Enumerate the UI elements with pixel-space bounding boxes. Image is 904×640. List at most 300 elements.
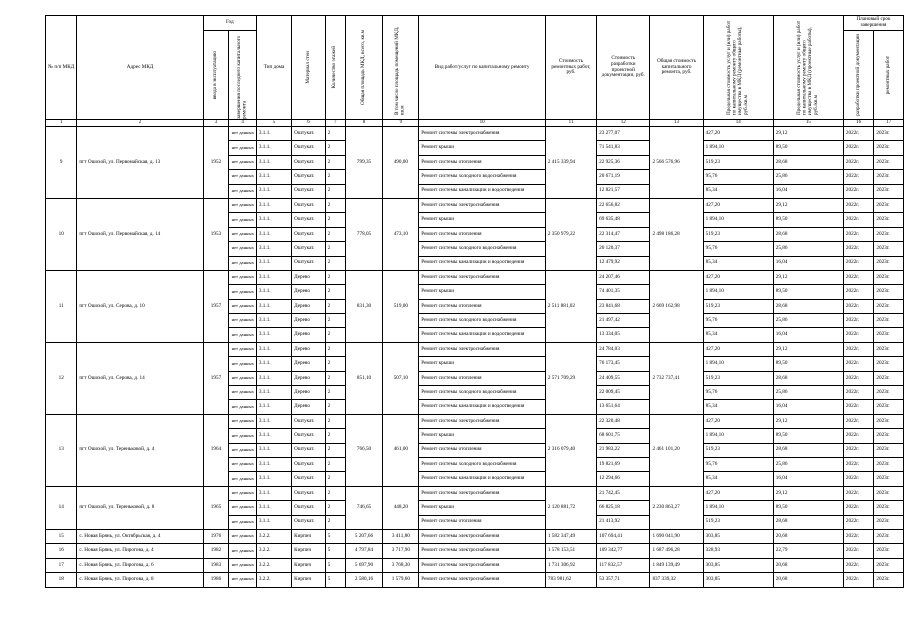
table-body [46,127,904,588]
last-repair-year: нет данных [229,328,257,342]
deadline-design: 2022г. [843,227,873,241]
house-type: 3.1.1. [256,314,291,328]
wall-material: Кирпич [292,573,326,587]
limit-cost-design: 25,86 [773,242,843,256]
limit-cost-design: 16,04 [773,328,843,342]
wall-material: Оштукат. [292,457,326,471]
limit-cost-design: 29,12 [773,198,843,212]
wall-material: Оштукат. [292,213,326,227]
last-repair-year: нет данных [229,573,257,587]
last-repair-year: нет данных [229,457,257,471]
house-type: 3.1.1. [256,486,291,500]
total-area: 766,50 [345,414,383,486]
limit-cost-design: 20,68 [773,558,843,572]
column-number-cell: 16 [843,120,873,127]
house-type: 3.2.2. [256,544,291,558]
floors-count: 5 [325,573,345,587]
design-cost: 69 635,48 [597,213,650,227]
wall-material: Оштукат. [292,141,326,155]
repair-cost: 783 981,62 [545,573,596,587]
deadline-repair: 2023г. [874,457,904,471]
floors-count: 2 [325,285,345,299]
floors-count: 2 [325,371,345,385]
deadline-repair: 2023г. [874,242,904,256]
column-number-cell: 10 [419,120,546,127]
last-repair-year: нет данных [229,371,257,385]
last-repair-year: нет данных [229,342,257,356]
floors-count: 2 [325,328,345,342]
house-type: 3.1.1. [256,285,291,299]
deadline-repair: 2023г. [874,515,904,529]
header-residential-area: В том числе площадь помещений МКД, кв.м [383,16,419,120]
deadline-design: 2022г. [843,270,873,284]
deadline-design: 2022г. [843,242,873,256]
work-type: Ремонт системы канализации и водоотведения [419,400,546,414]
deadline-design: 2022г. [843,486,873,500]
floors-count: 5 [325,558,345,572]
wall-material: Дерево [292,386,326,400]
deadline-repair: 2023г. [874,270,904,284]
building-number: 16 [46,544,77,558]
repair-cost: 2 120 881,72 [545,486,596,529]
residential-area: 3 411,80 [383,529,419,543]
wall-material: Кирпич [292,544,326,558]
limit-cost-design: 89,50 [773,501,843,515]
last-repair-year: нет данных [229,515,257,529]
last-repair-year: нет данных [229,184,257,198]
limit-cost-repair: 519,23 [703,515,773,529]
residential-area: 3 768,30 [383,558,419,572]
deadline-design: 2022г. [843,357,873,371]
header-num: № п/п МКД [46,16,77,120]
floors-count: 2 [325,486,345,500]
limit-cost-repair: 519,23 [703,443,773,457]
house-type: 3.1.1. [256,227,291,241]
design-cost: 23 841,68 [597,299,650,313]
table-row [46,127,904,141]
floors-count: 2 [325,127,345,141]
wall-material: Оштукат. [292,198,326,212]
deadline-repair: 2023г. [874,227,904,241]
deadline-repair: 2023г. [874,443,904,457]
total-cost: 837 339,32 [650,573,703,587]
residential-area: 448,20 [383,486,419,529]
limit-cost-design: 25,86 [773,170,843,184]
wall-material: Дерево [292,371,326,385]
total-cost: 2 669 162,98 [650,270,703,342]
wall-material: Оштукат. [292,170,326,184]
deadline-design: 2022г. [843,501,873,515]
floors-count: 2 [325,357,345,371]
column-number-cell: 8 [345,120,383,127]
building-address: с. Новая Брянь, ул. Пирогова, д. 6 [77,558,203,572]
design-cost: 24 784,03 [597,342,650,356]
design-cost: 21 497,42 [597,314,650,328]
year-built: 1952 [203,127,229,199]
work-type: Ремонт системы отопления [419,515,546,529]
column-number-cell: 9 [383,120,419,127]
last-repair-year: нет данных [229,400,257,414]
house-type: 3.1.1. [256,457,291,471]
deadline-design: 2022г. [843,443,873,457]
table-row [46,529,904,543]
design-cost: 117 832,57 [597,558,650,572]
deadline-repair: 2023г. [874,386,904,400]
total-cost: 1 690 041,90 [650,529,703,543]
house-type: 3.1.1. [256,429,291,443]
work-type: Ремонт крыши [419,285,546,299]
deadline-design: 2022г. [843,299,873,313]
floors-count: 2 [325,155,345,169]
deadline-repair: 2023г. [874,141,904,155]
limit-cost-design: 16,04 [773,256,843,270]
total-area: 831,30 [345,270,383,342]
deadline-design: 2022г. [843,544,873,558]
house-type: 3.1.1. [256,170,291,184]
building-address: пгт Ошохой, ул. Серова, д. 14 [77,342,203,414]
design-cost: 68 601,75 [597,429,650,443]
house-type: 3.1.1. [256,184,291,198]
document-sheet [45,15,904,588]
deadline-repair: 2023г. [874,544,904,558]
work-type: Ремонт системы электроснабжения [419,486,546,500]
deadline-design: 2022г. [843,515,873,529]
limit-cost-design: 89,50 [773,285,843,299]
design-cost: 13 334,05 [597,328,650,342]
design-cost: 22 320,48 [597,414,650,428]
column-number-cell: 12 [597,120,650,127]
floors-count: 2 [325,242,345,256]
house-type: 3.2.2. [256,558,291,572]
wall-material: Дерево [292,270,326,284]
last-repair-year: нет данных [229,314,257,328]
deadline-design: 2022г. [843,285,873,299]
work-type: Ремонт системы электроснабжения [419,558,546,572]
year-built: 1953 [203,198,229,270]
last-repair-year: нет данных [229,486,257,500]
total-area: 5 207,66 [345,529,383,543]
total-cost: 2 566 576,96 [650,127,703,199]
wall-material: Оштукат. [292,242,326,256]
limit-cost-design: 28,68 [773,371,843,385]
last-repair-year: нет данных [229,155,257,169]
header-design-cost: Стоимость разработки проектной документации, руб. [597,16,650,120]
deadline-design: 2022г. [843,127,873,141]
building-address: с. Новая Брянь, ул. Октябрьская, д. 4 [77,529,203,543]
residential-area: 473,10 [383,198,419,270]
house-type: 3.1.1. [256,270,291,284]
limit-cost-repair: 1 894,10 [703,141,773,155]
floors-count: 2 [325,457,345,471]
design-cost: 53 357,71 [597,573,650,587]
last-repair-year: нет данных [229,472,257,486]
work-type: Ремонт системы электроснабжения [419,414,546,428]
building-number: 15 [46,529,77,543]
limit-cost-repair: 427,20 [703,127,773,141]
residential-area: 507,10 [383,342,419,414]
building-address: с. Новая Брянь, ул. Пирогова, д. 8 [77,573,203,587]
limit-cost-repair: 519,23 [703,299,773,313]
house-type: 3.1.1. [256,127,291,141]
column-number-cell: 1 [46,120,77,127]
header-house-type: Тип дома [256,16,291,120]
header-deadline-design: разработки проектной документации [843,31,873,120]
deadline-repair: 2023г. [874,501,904,515]
repair-cost: 1 578 153,51 [545,544,596,558]
column-number-cell: 3 [203,120,229,127]
repair-cost: 1 582 347,49 [545,529,596,543]
limit-cost-repair: 1 894,10 [703,213,773,227]
work-type: Ремонт системы холодного водоснабжения [419,170,546,184]
limit-cost-design: 28,68 [773,443,843,457]
building-address: пгт Ошохой, ул. Серова, д. 10 [77,270,203,342]
design-cost: 23 277,07 [597,127,650,141]
deadline-repair: 2023г. [874,213,904,227]
wall-material: Оштукат. [292,184,326,198]
work-type: Ремонт системы электроснабжения [419,544,546,558]
year-built: 1976 [203,529,229,543]
work-type: Ремонт системы электроснабжения [419,270,546,284]
building-number: 9 [46,127,77,199]
header-deadline-repair: ремонтных работ [874,31,904,120]
deadline-repair: 2023г. [874,155,904,169]
year-built: 1983 [203,558,229,572]
limit-cost-repair: 85,34 [703,400,773,414]
work-type: Ремонт системы электроснабжения [419,127,546,141]
header-repair-cost: Стоимость ремонтных работ, руб. [545,16,596,120]
limit-cost-repair: 519,23 [703,155,773,169]
deadline-design: 2022г. [843,328,873,342]
design-cost: 20 120,37 [597,242,650,256]
limit-cost-repair: 427,20 [703,486,773,500]
deadline-repair: 2023г. [874,357,904,371]
floors-count: 2 [325,198,345,212]
last-repair-year: нет данных [229,299,257,313]
work-type: Ремонт крыши [419,429,546,443]
wall-material: Дерево [292,357,326,371]
floors-count: 2 [325,141,345,155]
total-area: 746,65 [345,486,383,529]
repair-cost: 2 316 079,40 [545,414,596,486]
table-row [46,486,904,500]
limit-cost-design: 29,12 [773,127,843,141]
table-row [46,558,904,572]
limit-cost-design: 22,79 [773,544,843,558]
house-type: 3.1.1. [256,155,291,169]
work-type: Ремонт системы электроснабжения [419,342,546,356]
floors-count: 2 [325,429,345,443]
deadline-repair: 2023г. [874,184,904,198]
header-limit-cost-design: Предельная стоимость услуг и (или) работ по капитальному ремонту общего имущества в МКД (проектные работы), руб./кв.м [773,16,843,120]
limit-cost-design: 89,50 [773,213,843,227]
limit-cost-design: 25,86 [773,457,843,471]
repair-cost: 2 415 339,94 [545,127,596,199]
floors-count: 2 [325,515,345,529]
deadline-repair: 2023г. [874,342,904,356]
last-repair-year: нет данных [229,141,257,155]
total-cost: 2 461 101,20 [650,414,703,486]
floors-count: 2 [325,256,345,270]
work-type: Ремонт системы электроснабжения [419,573,546,587]
deadline-design: 2022г. [843,457,873,471]
wall-material: Кирпич [292,529,326,543]
work-type: Ремонт системы отопления [419,299,546,313]
wall-material: Оштукат. [292,256,326,270]
deadline-design: 2022г. [843,170,873,184]
wall-material: Оштукат. [292,155,326,169]
deadline-repair: 2023г. [874,486,904,500]
header-wall-material: Материал стен [292,16,326,120]
column-number-cell: 11 [545,120,596,127]
deadline-repair: 2023г. [874,198,904,212]
limit-cost-repair: 427,20 [703,342,773,356]
work-type: Ремонт системы канализации и водоотведения [419,184,546,198]
design-cost: 21 742,45 [597,486,650,500]
work-type: Ремонт системы канализации и водоотведения [419,472,546,486]
header-year-built: ввода в эксплуатацию [203,31,229,120]
table-row [46,270,904,284]
header-total-area: Общая площадь МКД, всего, кв.м [345,16,383,120]
deadline-repair: 2023г. [874,328,904,342]
header-deadline-group: Плановый срок завершения [843,16,903,31]
deadline-design: 2022г. [843,371,873,385]
header-year-group: Год [203,16,256,31]
limit-cost-repair: 85,34 [703,472,773,486]
column-numbers-row [46,120,904,127]
wall-material: Оштукат. [292,443,326,457]
deadline-design: 2022г. [843,314,873,328]
limit-cost-repair: 1 894,10 [703,501,773,515]
limit-cost-repair: 85,34 [703,328,773,342]
building-number: 10 [46,198,77,270]
work-type: Ремонт системы холодного водоснабжения [419,242,546,256]
total-cost: 2 230 863,27 [650,486,703,529]
work-type: Ремонт крыши [419,213,546,227]
last-repair-year: нет данных [229,198,257,212]
deadline-design: 2022г. [843,141,873,155]
deadline-repair: 2023г. [874,299,904,313]
work-type: Ремонт системы электроснабжения [419,198,546,212]
design-cost: 22 656,82 [597,198,650,212]
deadline-design: 2022г. [843,472,873,486]
house-type: 3.1.1. [256,242,291,256]
work-type: Ремонт системы холодного водоснабжения [419,314,546,328]
deadline-design: 2022г. [843,184,873,198]
repair-cost: 2 511 881,02 [545,270,596,342]
deadline-repair: 2023г. [874,573,904,587]
building-number: 12 [46,342,77,414]
total-cost: 2 732 737,41 [650,342,703,414]
limit-cost-repair: 427,20 [703,414,773,428]
residential-area: 519,00 [383,270,419,342]
floors-count: 5 [325,544,345,558]
limit-cost-design: 29,12 [773,270,843,284]
table-row [46,573,904,587]
design-cost: 13 651,64 [597,400,650,414]
column-number-cell: 14 [703,120,773,127]
design-cost: 21 983,22 [597,443,650,457]
wall-material: Оштукат. [292,486,326,500]
header-floors: Количество этажей [325,16,345,120]
limit-cost-design: 20,68 [773,529,843,543]
residential-area: 3 717,90 [383,544,419,558]
house-type: 3.1.1. [256,213,291,227]
wall-material: Оштукат. [292,472,326,486]
limit-cost-repair: 519,23 [703,371,773,385]
last-repair-year: нет данных [229,443,257,457]
total-area: 5 697,90 [345,558,383,572]
deadline-repair: 2023г. [874,558,904,572]
house-type: 3.1.1. [256,371,291,385]
deadline-design: 2022г. [843,529,873,543]
house-type: 3.1.1. [256,299,291,313]
total-area: 799,35 [345,127,383,199]
work-type: Ремонт крыши [419,501,546,515]
design-cost: 22 314,47 [597,227,650,241]
header-work-type: Вид работ/услуг по капитальному ремонту [419,16,546,120]
limit-cost-design: 29,12 [773,342,843,356]
building-number: 11 [46,270,77,342]
floors-count: 2 [325,227,345,241]
limit-cost-design: 28,68 [773,299,843,313]
last-repair-year: нет данных [229,357,257,371]
work-type: Ремонт крыши [419,357,546,371]
deadline-repair: 2023г. [874,414,904,428]
repair-cost: 1 731 306,92 [545,558,596,572]
work-type: Ремонт системы канализации и водоотведения [419,328,546,342]
design-cost: 12 479,92 [597,256,650,270]
last-repair-year: нет данных [229,414,257,428]
table-row [46,198,904,212]
deadline-repair: 2023г. [874,314,904,328]
floors-count: 2 [325,501,345,515]
column-number-cell: 6 [292,120,326,127]
year-built: 1982 [203,544,229,558]
design-cost: 12 294,66 [597,472,650,486]
work-type: Ремонт системы канализации и водоотведения [419,256,546,270]
work-type: Ремонт системы холодного водоснабжения [419,386,546,400]
total-cost: 1 849 139,49 [650,558,703,572]
deadline-repair: 2023г. [874,285,904,299]
year-built: 1986 [203,573,229,587]
wall-material: Дерево [292,342,326,356]
total-cost: 2 498 186,28 [650,198,703,270]
deadline-design: 2022г. [843,558,873,572]
last-repair-year: нет данных [229,227,257,241]
floors-count: 2 [325,443,345,457]
limit-cost-repair: 303,85 [703,529,773,543]
last-repair-year: нет данных [229,213,257,227]
limit-cost-design: 20,68 [773,573,843,587]
limit-cost-design: 28,68 [773,515,843,529]
repair-cost: 2 571 709,29 [545,342,596,414]
work-type: Ремонт крыши [419,141,546,155]
wall-material: Оштукат. [292,227,326,241]
design-cost: 24 409,55 [597,371,650,385]
limit-cost-repair: 95,76 [703,242,773,256]
house-type: 3.1.1. [256,501,291,515]
limit-cost-design: 89,50 [773,429,843,443]
capital-repair-table [45,15,904,588]
column-number-cell: 7 [325,120,345,127]
year-built: 1965 [203,486,229,529]
total-area: 778,05 [345,198,383,270]
house-type: 3.2.2. [256,573,291,587]
house-type: 3.1.1. [256,141,291,155]
limit-cost-design: 28,68 [773,227,843,241]
limit-cost-repair: 303,85 [703,558,773,572]
last-repair-year: нет данных [229,544,257,558]
